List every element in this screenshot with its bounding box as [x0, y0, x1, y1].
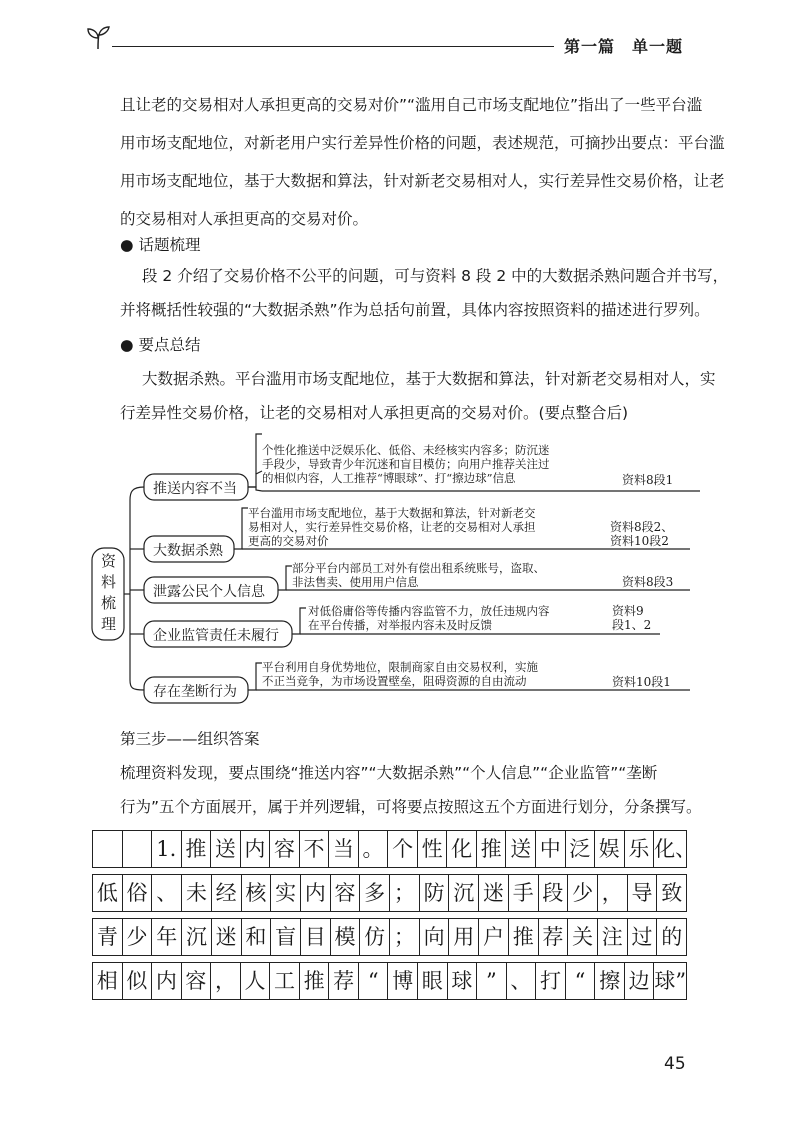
para2-line: 并将概括性较强的“大数据杀熟”作为总括句前置，具体内容按照资料的描述进行罗列。	[120, 301, 710, 319]
answer-grid-cell: 眼	[417, 963, 447, 999]
page-number: 45	[664, 1054, 686, 1074]
answer-grid-cell: 球	[447, 963, 477, 999]
answer-grid-row	[92, 830, 697, 868]
tree-branch-detail: 部分平台内部员工对外有偿出租系统账号，盗取、 非法售卖、使用用户信息	[292, 561, 545, 589]
answer-grid-cell: 俗	[122, 875, 152, 911]
tree-branch-label: 推送内容不当	[153, 481, 237, 497]
answer-grid-cell: 实	[270, 875, 300, 911]
para1-line: 的交易相对人承担更高的交易对价。	[120, 210, 369, 228]
answer-grid-cell: 仿	[359, 919, 389, 955]
answer-grid-cell: 核	[241, 875, 271, 911]
answer-grid-cell: 推	[508, 919, 538, 955]
bullet-icon: ●	[120, 236, 134, 254]
answer-grid-cell: ”	[476, 963, 506, 999]
answer-grid-cell: 1.	[151, 831, 181, 867]
para1-line: 用市场支配地位，基于大数据和算法，针对新老交易相对人，实行差异性交易价格，让老	[120, 172, 725, 190]
answer-grid-cell: 防	[419, 875, 449, 911]
answer-grid-cell: 多	[359, 875, 389, 911]
answer-grid-cell: 用	[448, 919, 478, 955]
answer-grid-cell: ，	[210, 963, 240, 999]
answer-grid-cell: 。	[358, 831, 388, 867]
answer-grid-cell: 推	[299, 963, 329, 999]
answer-grid-cell: 户	[478, 919, 508, 955]
answer-grid-cell: 模	[330, 919, 360, 955]
answer-grid-cell: 沉	[181, 919, 211, 955]
answer-grid-cell: 中	[535, 831, 565, 867]
tree-branch-label: 企业监管责任未履行	[153, 628, 279, 644]
answer-grid-cell: 似	[122, 963, 152, 999]
answer-grid-cell: 内	[300, 875, 330, 911]
answer-grid-cell: 和	[241, 919, 271, 955]
step3-title: 第三步——组织答案	[120, 730, 260, 748]
tree-root: 资 料 梳 理	[101, 552, 117, 633]
answer-grid-cell: ，	[597, 875, 627, 911]
tree-branch-label: 泄露公民个人信息	[153, 584, 265, 600]
answer-grid-cell: 推	[476, 831, 506, 867]
answer-grid-row	[92, 962, 687, 1000]
answer-grid-cell: ；	[389, 919, 419, 955]
answer-grid-cell: 边	[624, 963, 654, 999]
answer-grid-cell: 未	[181, 875, 211, 911]
tree-branch-source: 资料8段2、 资料10段2	[610, 520, 674, 548]
para4-line: 行为”五个方面展开，属于并列逻辑，可将要点按照这五个方面进行划分，分条撰写。	[120, 798, 702, 816]
answer-grid-cell: 盲	[270, 919, 300, 955]
answer-grid-cell: 个	[387, 831, 417, 867]
answer-grid-cell: 向	[419, 919, 449, 955]
answer-grid-cell: 内	[151, 963, 181, 999]
answer-grid-cell: 相	[92, 963, 122, 999]
answer-grid-cell	[122, 831, 152, 867]
para3-line: 大数据杀熟。平台滥用市场支配地位，基于大数据和算法，针对新老交易相对人，实	[142, 370, 716, 388]
answer-grid-row	[92, 874, 687, 912]
tree-branch-label: 大数据杀熟	[153, 543, 223, 559]
answer-grid-cell: 注	[597, 919, 627, 955]
answer-grid-cell: 年	[151, 919, 181, 955]
section-summary-title: 要点总结	[138, 336, 201, 354]
tree-branch-source: 资料10段1	[612, 675, 671, 689]
answer-grid-cell: 段	[538, 875, 568, 911]
answer-grid-cell: 青	[92, 919, 122, 955]
answer-grid-cell: 迷	[478, 875, 508, 911]
answer-grid-cell: 目	[300, 919, 330, 955]
answer-grid-cell: “	[358, 963, 388, 999]
answer-grid-cell: “	[565, 963, 595, 999]
answer-grid-cell: 关	[567, 919, 597, 955]
answer-grid-cell: 性	[417, 831, 447, 867]
answer-grid-cell: 少	[567, 875, 597, 911]
tree-branch-detail: 个性化推送中泛娱乐化、低俗、未经核实内容多；防沉迷 手段少，导致青少年沉迷和盲目模仿；向用户推荐关注过 的相似内容，人工推荐“博眼球”、打“擦边球”信息	[262, 443, 550, 485]
answer-grid-cell: 送	[505, 831, 535, 867]
para4-line: 梳理资料发现，要点围绕“推送内容”“大数据杀熟”“个人信息”“企业监管”“垄断	[120, 764, 658, 782]
tree-branch-detail: 对低俗庸俗等传播内容监管不力，放任违规内容 在平台传播，对举报内容未及时反馈	[308, 604, 550, 632]
tree-branch-source: 资料9 段1、2	[612, 604, 652, 632]
answer-grid-row	[92, 918, 687, 956]
answer-grid-cell	[92, 831, 122, 867]
answer-grid-cell: 工	[269, 963, 299, 999]
para1-line: 且让老的交易相对人承担更高的交易对价”“滥用自己市场支配地位”指出了一些平台滥	[120, 96, 703, 114]
answer-grid-cell: 人	[240, 963, 270, 999]
tree-branch-source: 资料8段3	[622, 575, 674, 589]
answer-grid-cell: 经	[211, 875, 241, 911]
para3-line: 行差异性交易价格，让老的交易相对人承担更高的交易对价。(要点整合后)	[120, 404, 629, 422]
answer-grid-cell: ；	[389, 875, 419, 911]
answer-grid-cell: 、	[151, 875, 181, 911]
tree-branch-detail: 平台利用自身优势地位，限制商家自由交易权利，实施 不正当竞争，为市场设置壁垒，阻碍资源的自由流动	[262, 660, 538, 688]
section-topic-title: 话题梳理	[138, 236, 201, 254]
answer-grid-cell: 送	[210, 831, 240, 867]
answer-grid-cell: 容	[269, 831, 299, 867]
answer-grid-cell: 迷	[211, 919, 241, 955]
answer-grid-cell: 球”	[653, 963, 686, 999]
answer-grid-cell: 当	[328, 831, 358, 867]
para1-line: 用市场支配地位，对新老用户实行差异性价格的问题，表述规范，可摘抄出要点：平台滥	[120, 134, 725, 152]
tree-branch-source: 资料8段1	[622, 473, 674, 487]
answer-grid-cell: 过	[627, 919, 657, 955]
answer-grid-cell: 娱	[594, 831, 624, 867]
answer-grid-cell: 、	[506, 963, 536, 999]
answer-grid-cell: 容	[181, 963, 211, 999]
answer-grid-cell: 内	[240, 831, 270, 867]
tree-branch-label: 存在垄断行为	[153, 684, 237, 700]
answer-grid-cell: 手	[508, 875, 538, 911]
answer-grid-cell: 容	[330, 875, 360, 911]
header-title: 第一篇 单一题	[564, 37, 684, 56]
answer-grid-cell: 打	[535, 963, 565, 999]
answer-grid-cell: 荐	[328, 963, 358, 999]
answer-grid-cell: 乐	[624, 831, 654, 867]
answer-grid-cell: 博	[387, 963, 417, 999]
answer-grid-cell: 沉	[448, 875, 478, 911]
answer-grid-cell: 少	[122, 919, 152, 955]
answer-grid-cell: 荐	[538, 919, 568, 955]
answer-grid-cell: 化、	[653, 831, 686, 867]
tree-branch-detail: 平台滥用市场支配地位，基于大数据和算法，针对新老交 易相对人，实行差异性交易价格，让老的交易相对人承担 更高的交易对价	[248, 506, 536, 548]
answer-grid-cell: 擦	[594, 963, 624, 999]
answer-grid-cell: 的	[656, 919, 686, 955]
answer-grid-cell: 低	[92, 875, 122, 911]
answer-grid-cell: 致	[656, 875, 686, 911]
answer-grid-cell: 化	[446, 831, 476, 867]
para2-line: 段 2 介绍了交易价格不公平的问题，可与资料 8 段 2 中的大数据杀熟问题合并书写，	[142, 267, 729, 285]
bullet-icon: ●	[120, 336, 134, 354]
answer-grid-cell: 推	[181, 831, 211, 867]
answer-grid-cell: 泛	[565, 831, 595, 867]
answer-grid-cell: 不	[299, 831, 329, 867]
answer-grid-cell: 导	[627, 875, 657, 911]
